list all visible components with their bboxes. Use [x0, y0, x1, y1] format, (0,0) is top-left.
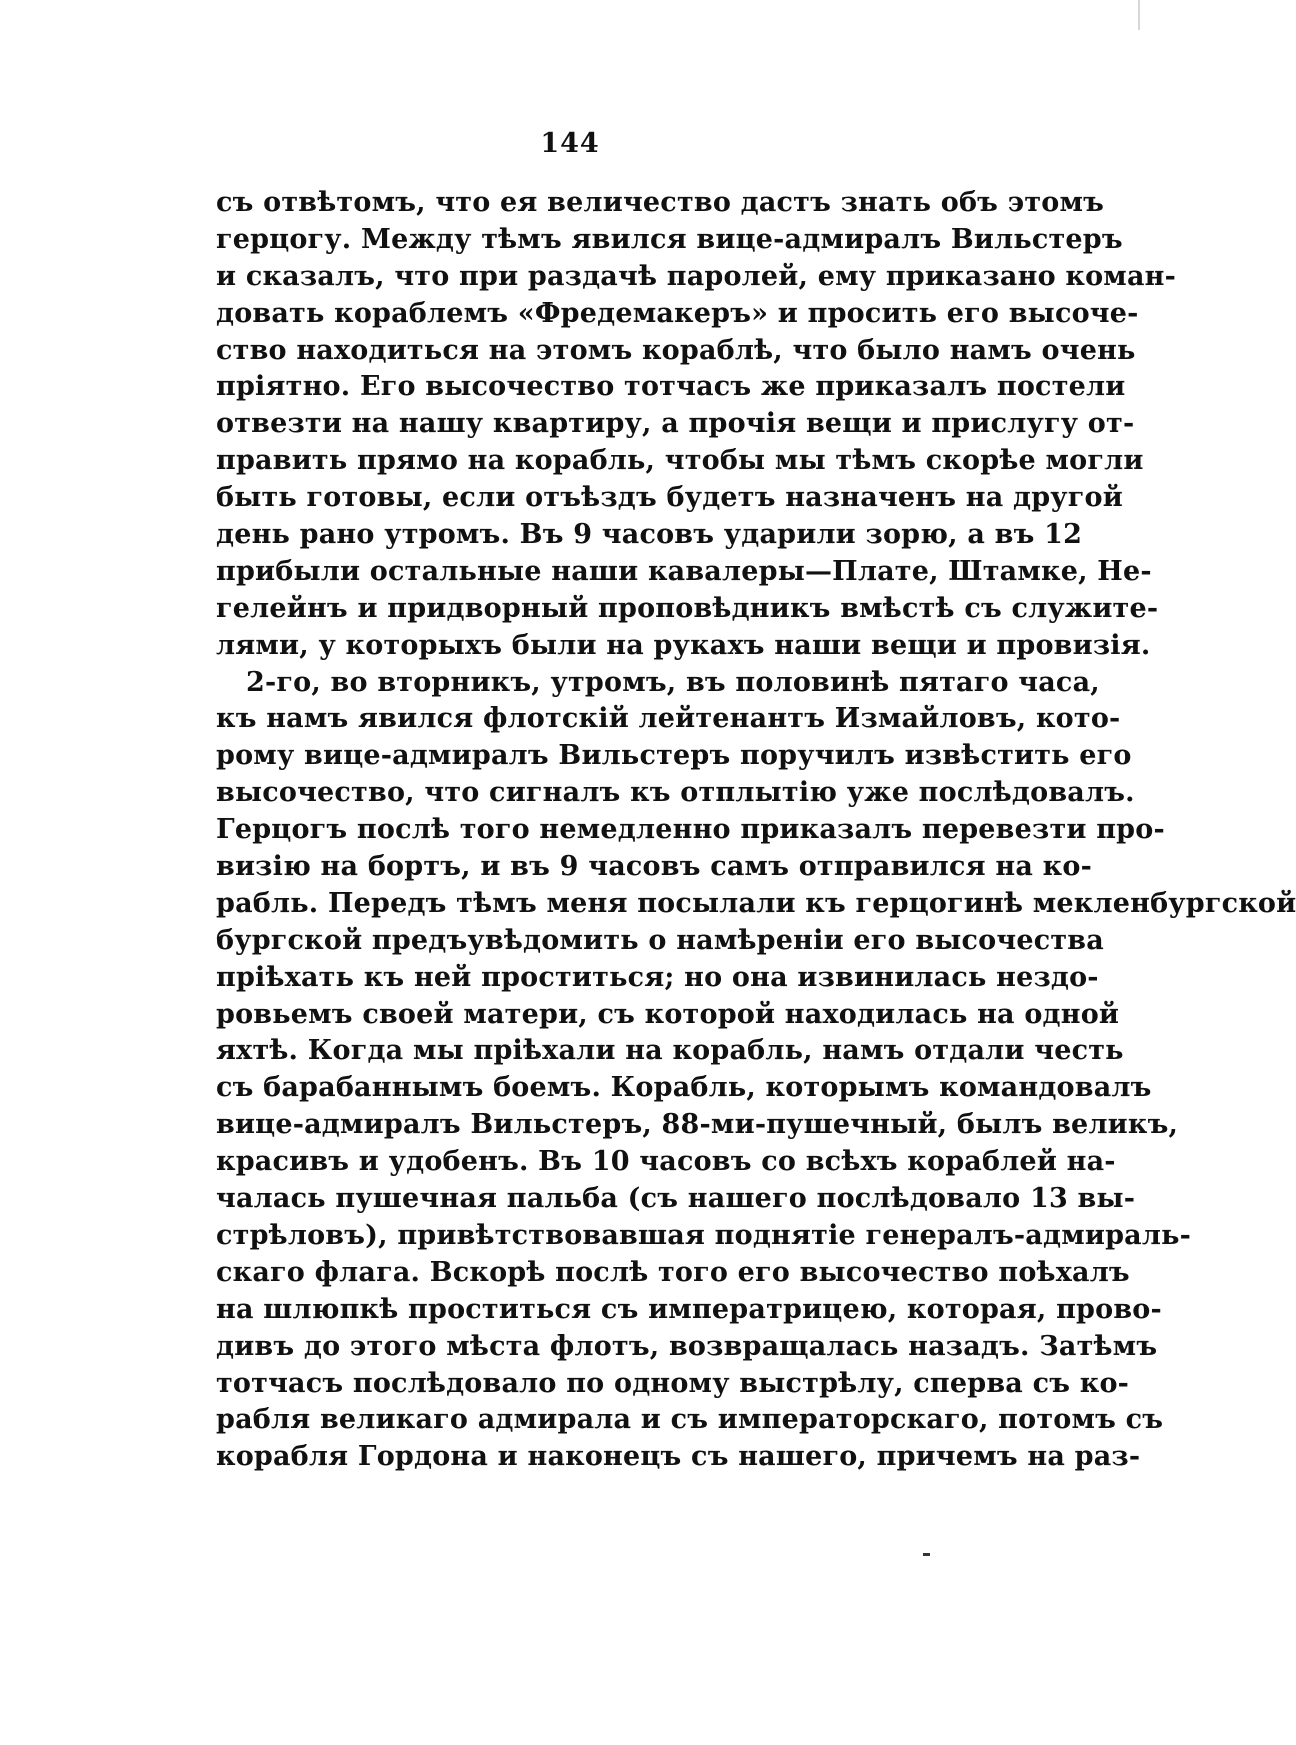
- text-line: Герцогъ послѣ того немедленно приказалъ перевезти про-: [216, 814, 1165, 846]
- text-line: съ отвѣтомъ, что ея величество дастъ знать объ этомъ: [216, 187, 1105, 218]
- text-line: къ намъ явился флотскій лейтенантъ Измайловъ, кото-: [216, 703, 1121, 735]
- text-line: гелейнъ и придворный проповѣдникъ вмѣстѣ съ служите-: [216, 592, 1159, 624]
- text-line: рабля великаго адмирала и съ императорскаго, потомъ съ: [216, 1404, 1164, 1436]
- text-line: пріѣхать къ ней проститься; но она извинилась нездо-: [216, 961, 1099, 993]
- text-line: дивъ до этого мѣста флотъ, возвращалась назадъ. Затѣмъ: [216, 1330, 1158, 1362]
- text-line: корабля Гордона и наконецъ съ нашего, причемъ на раз-: [216, 1441, 1141, 1473]
- text-line: 2-го, во вторникъ, утромъ, въ половинѣ пятаго часа,: [246, 666, 1100, 698]
- text-line: съ барабаннымъ боемъ. Корабль, которымъ командовалъ: [216, 1072, 1152, 1104]
- text-line: прибыли остальные наши кавалеры—Плате, Штамке, Не-: [216, 555, 1152, 587]
- body-text: [216, 185, 1296, 1476]
- text-line: чалась пушечная пальба (съ нашего послѣдовало 13 вы-: [216, 1183, 1136, 1215]
- scan-edge-mark: [1138, 0, 1140, 30]
- text-line: отвезти на нашу квартиру, а прочія вещи и прислугу от-: [216, 408, 1135, 440]
- text-line: красивъ и удобенъ. Въ 10 часовъ со всѣхъ кораблей на-: [216, 1146, 1116, 1178]
- text-line: и сказалъ, что при раздачѣ паролей, ему приказано коман-: [216, 260, 1177, 292]
- text-line: визію на бортъ, и въ 9 часовъ самъ отправился на ко-: [216, 851, 1092, 883]
- text-line: рабль. Передъ тѣмъ меня посылали къ герцогинѣ мекленбургской: [216, 887, 1296, 919]
- page-number: 144: [540, 128, 600, 159]
- text-line: пріятно. Его высочество тотчасъ же приказалъ постели: [216, 371, 1126, 403]
- text-line: тотчасъ послѣдовало по одному выстрѣлу, сперва съ ко-: [216, 1367, 1130, 1399]
- text-line: стрѣловъ), привѣтствовавшая поднятіе генералъ-адмираль-: [216, 1219, 1192, 1251]
- text-line: править прямо на корабль, чтобы мы тѣмъ скорѣе могли: [216, 445, 1144, 477]
- text-line: бургской предъувѣдомить о намѣреніи его высочества: [216, 924, 1104, 956]
- text-line: яхтѣ. Когда мы пріѣхали на корабль, намъ отдали честь: [216, 1035, 1124, 1067]
- text-line: ство находиться на этомъ кораблѣ, что было намъ очень: [216, 334, 1136, 366]
- text-line: вице-адмиралъ Вильстеръ, 88-ми-пушечный, былъ великъ,: [216, 1109, 1179, 1141]
- text-line: высочество, что сигналъ къ отплытію уже послѣдовалъ.: [216, 777, 1135, 809]
- text-line: лями, у которыхъ были на рукахъ наши вещи и провизія.: [216, 629, 1151, 661]
- scan-speck: [923, 1553, 930, 1556]
- text-line: скаго флага. Вскорѣ послѣ того его высочество поѣхалъ: [216, 1256, 1130, 1288]
- text-line: на шлюпкѣ проститься съ императрицею, которая, прово-: [216, 1293, 1162, 1325]
- text-line: день рано утромъ. Въ 9 часовъ ударили зорю, а въ 12: [216, 519, 1083, 551]
- text-line: рому вице-адмиралъ Вильстеръ поручилъ извѣстить его: [216, 740, 1132, 772]
- text-line: довать кораблемъ «Фредемакеръ» и просить его высоче-: [216, 297, 1139, 329]
- text-line: герцогу. Между тѣмъ явился вице-адмиралъ Вильстеръ: [216, 223, 1123, 255]
- text-line: быть готовы, если отъѣздъ будетъ назначенъ на другой: [216, 482, 1123, 514]
- text-line: ровьемъ своей матери, съ которой находилась на одной: [216, 998, 1120, 1030]
